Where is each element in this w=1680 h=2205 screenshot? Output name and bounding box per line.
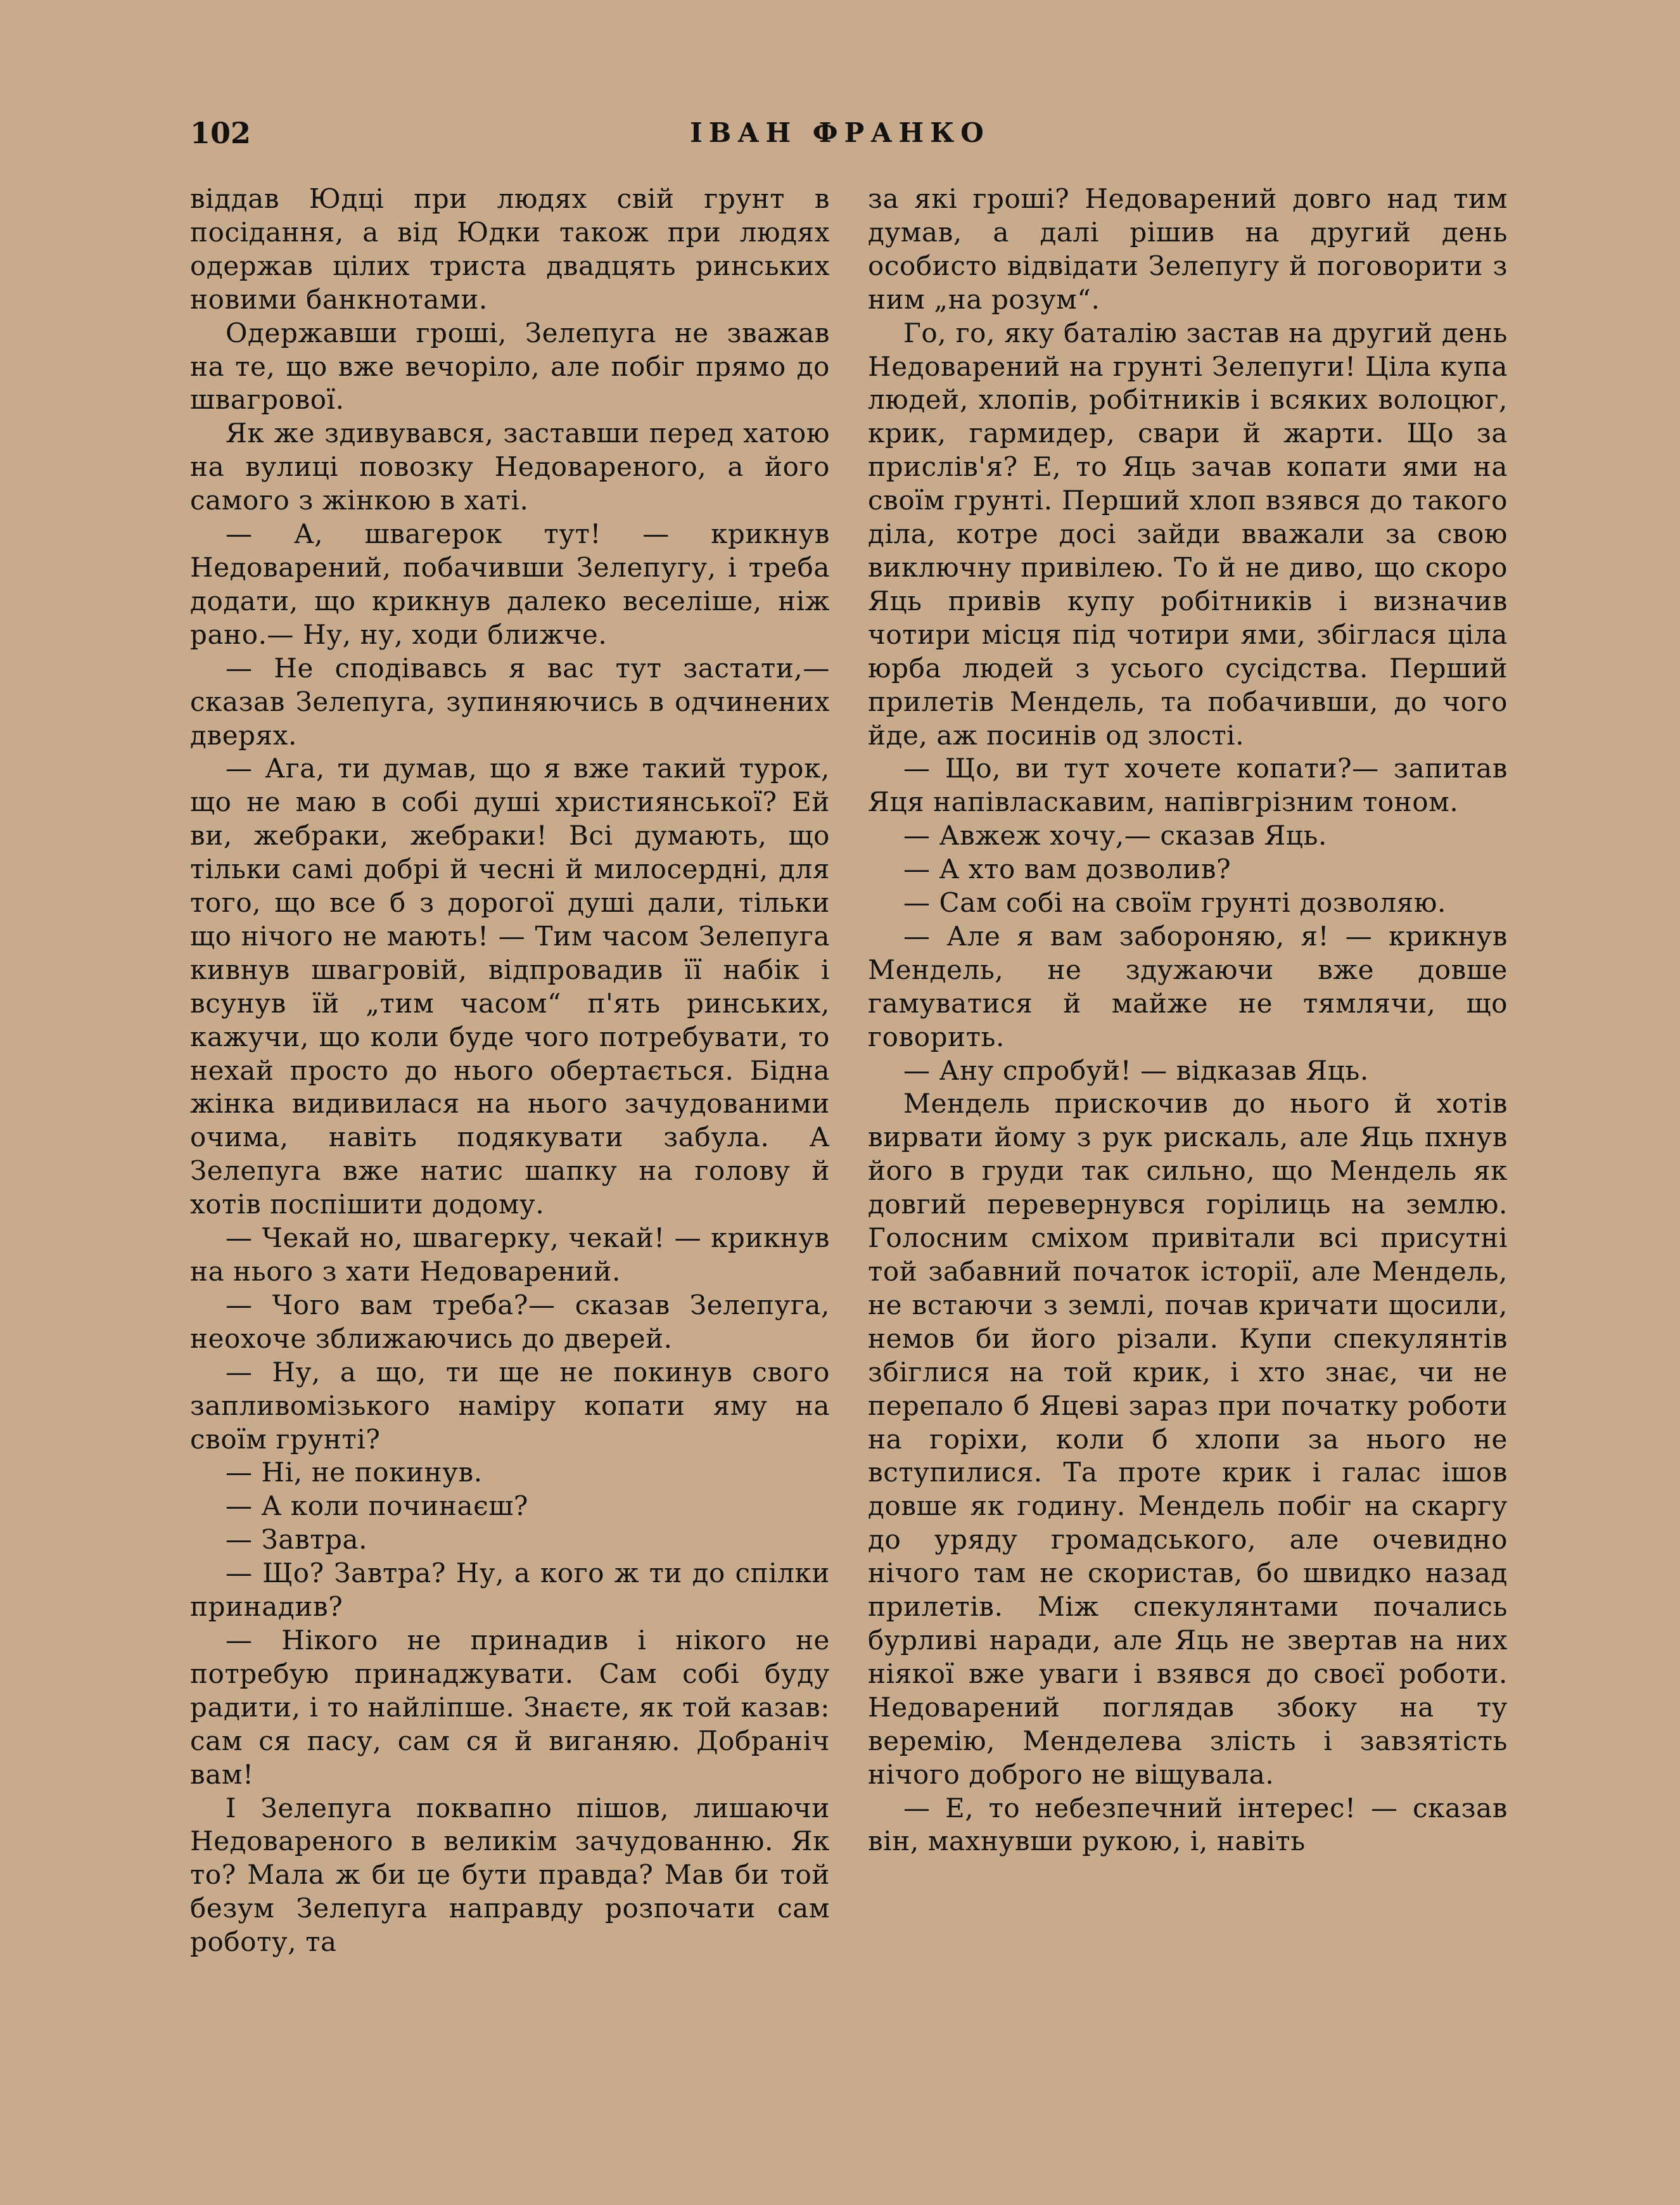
paragraph: — Е, то небезпечний інтерес! — сказав він, махнувши рукою, і, навіть: [868, 1792, 1508, 1857]
paragraph: — Нікого не принадив і нікого не потребую принаджувати. Сам собі буду радити, і то найліпше. Знаєте, як той казав: сам ся пасу, сам ся й виганяю. Добраніч вам!: [190, 1624, 830, 1790]
paragraph: — Але я вам забороняю, я! — крикнув Мендель, не здужаючи вже довше гамуватися й майже не тямлячи, що говорить.: [868, 920, 1508, 1052]
paragraph: — Що, ви тут хочете копати?— запитав Яця напівласкавим, напівгрізним тоном.: [868, 753, 1508, 818]
paragraph: Мендель прискочив до нього й хотів вирвати йому з рук рискаль, але Яць пхнув його в груди так сильно, що Мендель як довгий перевернувся горілиць на землю. Голосним сміхом привітали всі присутні той забавний початок історії, але Мендель, не встаючи з землі, почав кричати щосили, немов би його різали. Купи спекулянтів збіглися на той крик, і хто знає, чи не перепало б Яцеві зараз при початку роботи на горіхи, коли б хлопи за нього не вступилися. Та проте крик і галас ішов довше як годину. Мендель побіг на скаргу до уряду громадського, але очевидно нічого там не скористав, бо швидко назад прилетів. Між спекулянтами почались бурливі наради, але Яць не звертав на них ніякої вже уваги і взявся до своєї роботи. Недоварений поглядав збоку на ту веремію, Менделева злість і завзятість нічого доброго не віщувала.: [868, 1088, 1508, 1790]
paragraph: — Завтра.: [226, 1524, 368, 1556]
paragraph: Як же здивувався, заставши перед хатою на вулиці повозку Недовареного, а його самого з жінкою в хаті.: [190, 418, 830, 516]
paragraph: — Ага, ти думав, що я вже такий турок, що не маю в собі душі християнської? Ей ви, жебраки, жебраки! Всі думають, що тільки самі добрі й чесні й милосердні, для того, що все б з дорогої душі дали, тільки що нічого не мають! — Тим часом Зелепуга кивнув швагровій, відпровадив її набік і всунув їй „тим часом“ п'ять ринських, кажучи, що коли буде чого потребувати, то нехай просто до нього обертається. Бідна жінка видивилася на нього зачудованими очима, навіть подякувати забула. А Зелепуга вже натис шапку на голову й хотів поспішити додому.: [190, 753, 830, 1220]
paragraph: — А коли починаєш?: [226, 1490, 529, 1522]
paragraph: Одержавши гроші, Зелепуга не зважав на те, що вже вечоріло, але побіг прямо до швагрової.: [190, 317, 830, 416]
paragraph: — Не сподівавсь я вас тут застати,— сказав Зелепуга, зупиняючись в одчинених дверях.: [190, 652, 830, 751]
left-column: [190, 182, 830, 1959]
page-number: 102: [190, 116, 251, 150]
paragraph: Го, го, яку баталію застав на другий день Недоварений на грунті Зелепуги! Ціла купа людей, хлопів, робітників і всяких волоцюг, крик, гармидер, свари й жарти. Що за прислів'я? Е, то Яць зачав копати ями на своїм грунті. Перший хлоп взявся до такого діла, котре досі зайди вважали за свою виключну привілею. То й не диво, що скоро Яць привів купу робітників і визначив чотири місця під чотири ями, збіглася ціла юрба людей з усього сусідства. Перший прилетів Мендель, та побачивши, до чого йде, аж посинів од злості.: [868, 317, 1508, 751]
paragraph: — Ану спробуй! — відказав Яць.: [903, 1054, 1369, 1086]
paragraph: — Чого вам треба?— сказав Зелепуга, неохоче зближаючись до дверей.: [190, 1289, 830, 1354]
paragraph: — Сам собі на своїм грунті дозволяю.: [903, 887, 1447, 919]
paragraph: за які гроші? Недоварений довго над тим думав, а далі рішив на другий день особисто відвідати Зелепугу й поговорити з ним „на розум“.: [868, 183, 1508, 315]
paragraph: — Ні, не покинув.: [226, 1457, 483, 1488]
paragraph: — Що? Завтра? Ну, а кого ж ти до спілки принадив?: [190, 1557, 830, 1623]
right-column: [868, 182, 1508, 1858]
paragraph: — Ну, а що, ти ще не покинув свого запливомізького наміру копати яму на своїм грунті?: [190, 1356, 830, 1455]
paragraph: І Зелепуга поквапно пішов, лишаючи Недовареного в великім зачудованню. Як то? Мала ж би це бути правда? Мав би той безум Зелепуга направду розпочати сам роботу, та: [190, 1792, 830, 1958]
paragraph: — Чекай но, швагерку, чекай! — крикнув на нього з хати Недоварений.: [190, 1222, 830, 1287]
paragraph: — Авжеж хочу,— сказав Яць.: [903, 820, 1327, 852]
paragraph: — А хто вам дозволив?: [903, 853, 1231, 885]
paragraph: — А, швагерок тут! — крикнув Недоварений, побачивши Зелепугу, і треба додати, що крикнув далеко веселіше, ніж рано.— Ну, ну, ходи ближче.: [190, 518, 830, 650]
paragraph: віддав Юдці при людях свій грунт в посідання, а від Юдки також при людях одержав цілих триста двадцять ринських новими банкнотами.: [190, 183, 830, 315]
running-title: ІВАН ФРАНКО: [690, 117, 990, 148]
